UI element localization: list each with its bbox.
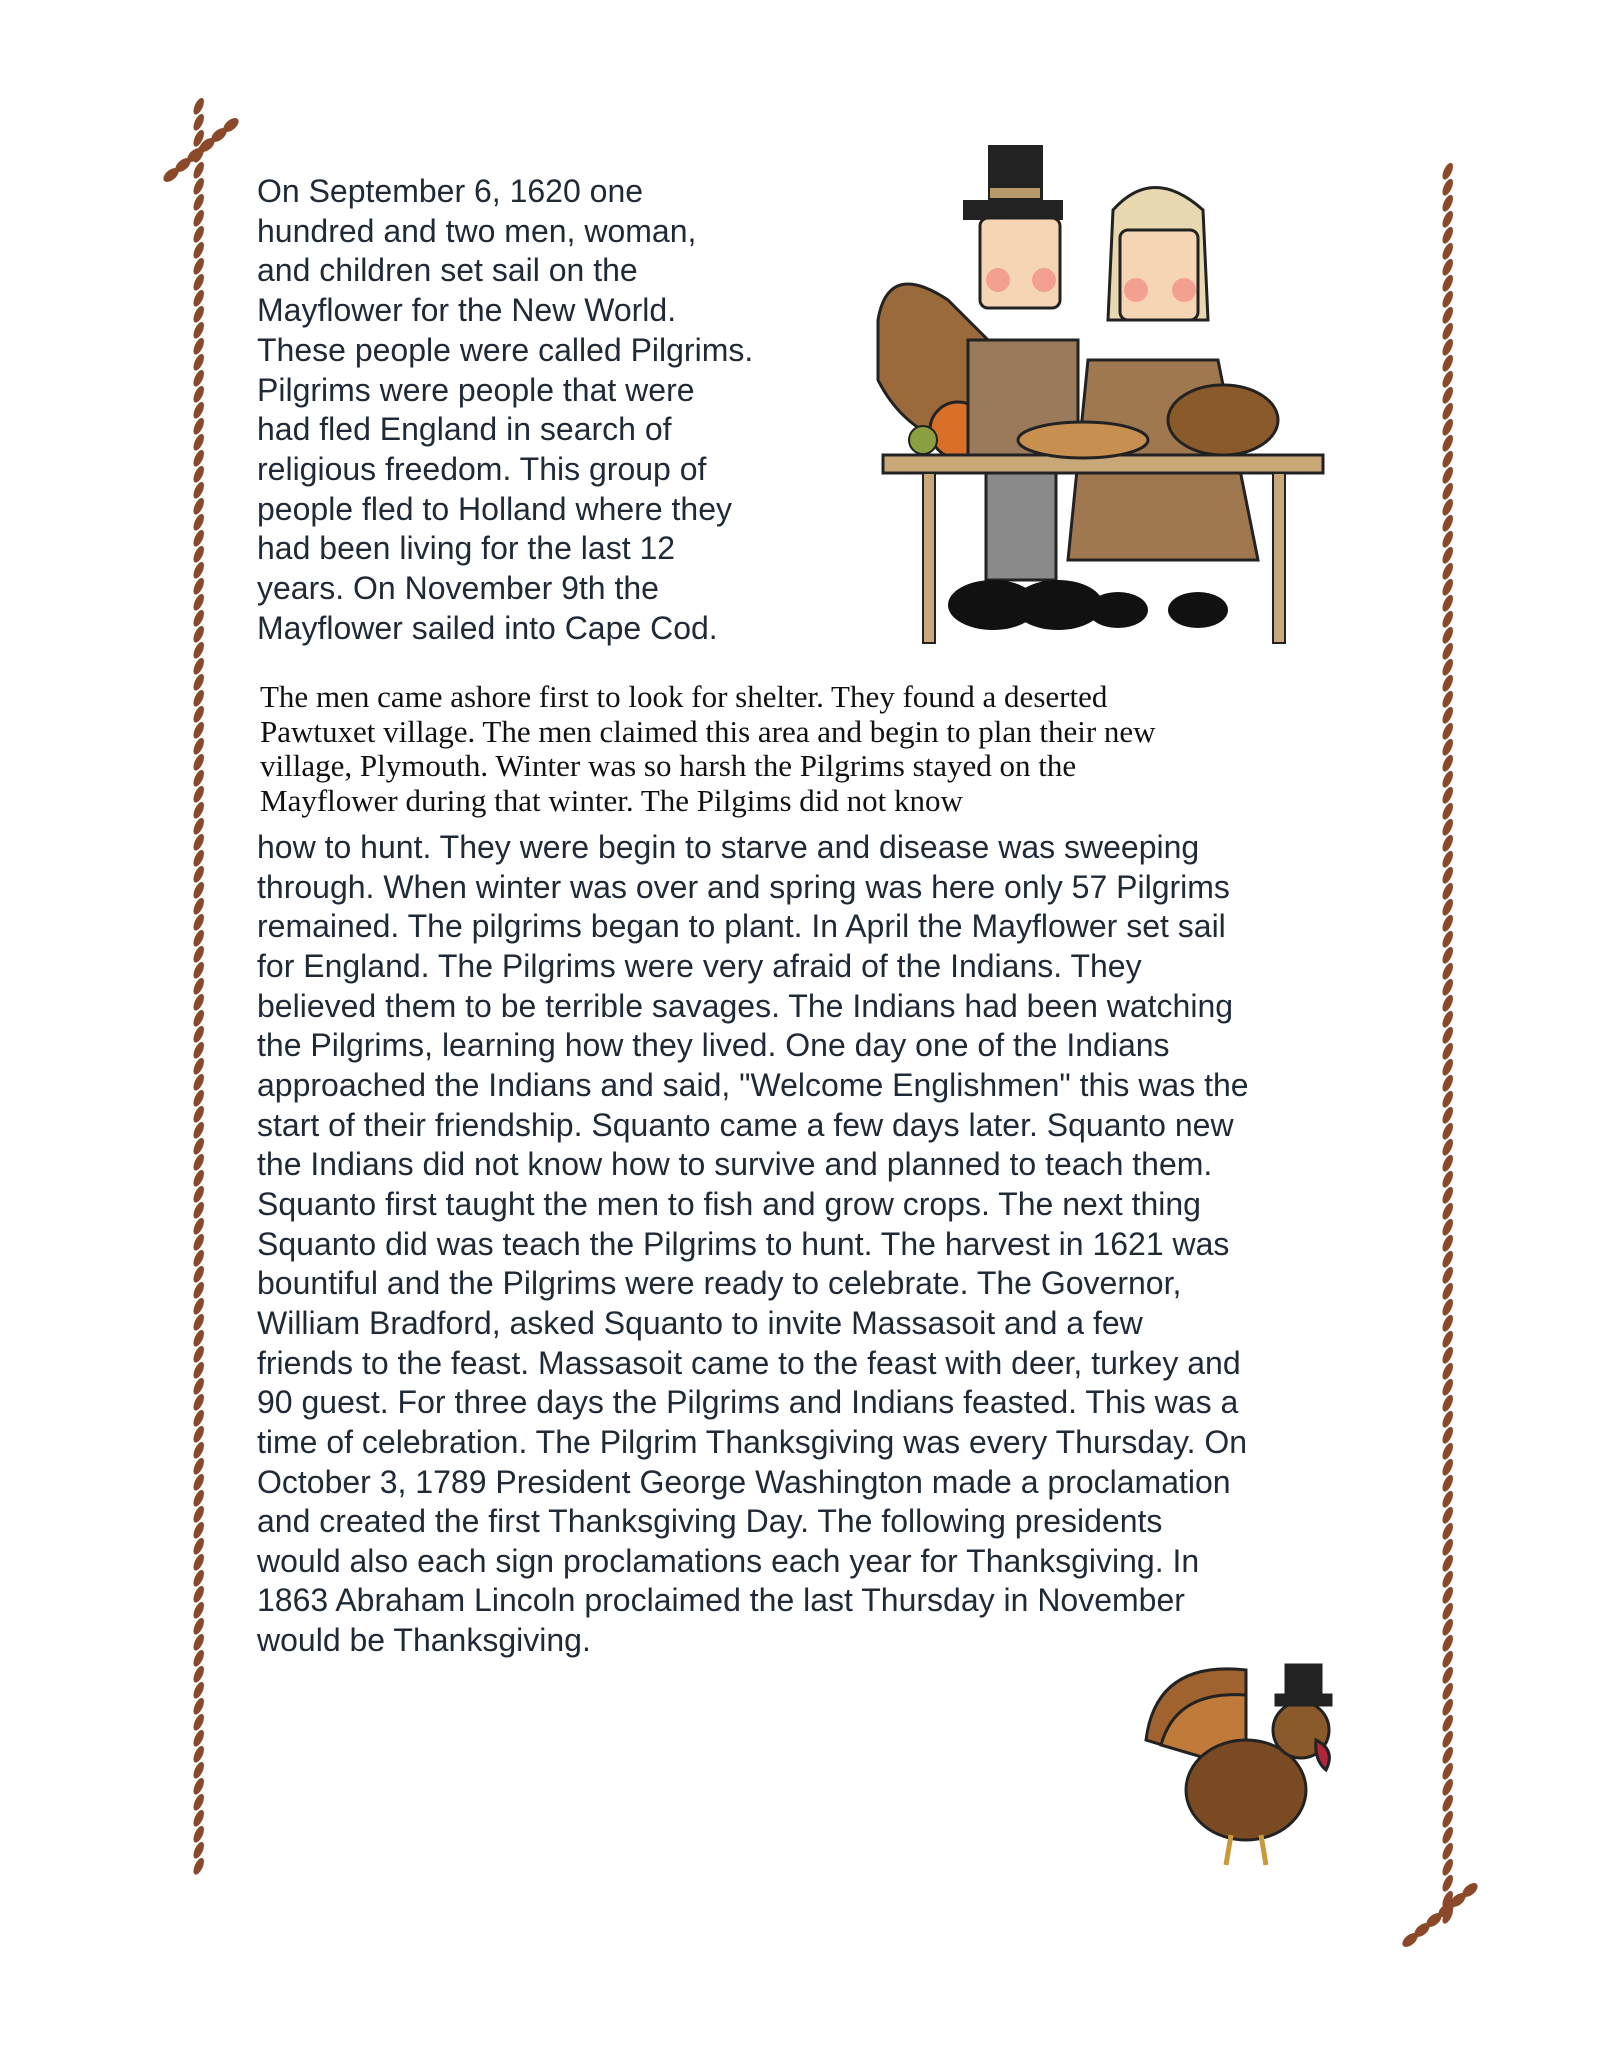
text-line: approached the Indians and said, "Welcome Englishmen" this was the	[257, 1066, 1249, 1103]
vine-segment	[191, 1680, 206, 1700]
vine-segment	[191, 1024, 206, 1044]
vine-segment	[1440, 801, 1455, 821]
vine-segment	[1440, 1489, 1455, 1509]
vine-segment	[191, 624, 206, 644]
vine-segment	[191, 832, 206, 852]
vine-segment	[191, 1008, 206, 1028]
text-line: Squanto did was teach the Pilgrims to hunt. The harvest in 1621 was	[257, 1225, 1230, 1262]
vine-segment	[191, 976, 206, 996]
vine-segment	[191, 1584, 206, 1604]
vine-segment	[191, 256, 206, 276]
vine-segment	[191, 400, 206, 420]
vine-segment	[1440, 1201, 1455, 1221]
vine-segment	[1440, 1297, 1455, 1317]
vine-segment	[191, 1472, 206, 1492]
vine-segment	[1440, 849, 1455, 869]
vine-segment	[1440, 1185, 1455, 1205]
vine-segment	[1440, 1553, 1455, 1573]
vine-segment	[1440, 1521, 1455, 1541]
vine-segment	[191, 96, 206, 116]
vine-segment	[1440, 657, 1455, 677]
vine-segment	[191, 608, 206, 628]
text-line: 90 guest. For three days the Pilgrims and Indians feasted. This was a	[257, 1384, 1239, 1421]
text-line: village, Plymouth. Winter was so harsh the Pilgrims stayed on the	[260, 748, 1077, 784]
vine-segment	[191, 960, 206, 980]
vine-segment	[1440, 1697, 1455, 1717]
vine-segment	[1440, 1857, 1455, 1877]
vine-segment	[1440, 289, 1455, 309]
vine-segment	[1440, 561, 1455, 581]
vine-segment	[191, 1488, 206, 1508]
text-line: Pawtuxet village. The men claimed this area and begin to plan their new	[260, 713, 1156, 749]
vine-segment	[191, 1184, 206, 1204]
vine-segment	[1440, 945, 1455, 965]
vine-segment	[191, 1056, 206, 1076]
text-line: would be Thanksgiving.	[257, 1622, 591, 1659]
vine-segment	[1440, 1345, 1455, 1365]
vine-segment	[1440, 257, 1455, 277]
vine-segment	[191, 352, 206, 372]
vine-segment	[1440, 1249, 1455, 1269]
vine-segment	[1440, 753, 1455, 773]
vine-segment	[191, 160, 206, 180]
vine-segment	[191, 1552, 206, 1572]
vine-segment	[191, 240, 206, 260]
vine-segment	[191, 752, 206, 772]
vine-segment	[191, 1440, 206, 1460]
vine-segment	[1440, 1217, 1455, 1237]
vine-segment	[191, 416, 206, 436]
vine-segment	[1440, 177, 1455, 197]
vine-segment	[191, 464, 206, 484]
vine-segment	[1440, 913, 1455, 933]
vine-segment	[191, 864, 206, 884]
vine-segment	[191, 1344, 206, 1364]
vine-segment	[191, 320, 206, 340]
vine-segment	[1440, 449, 1455, 469]
text-line: the Indians did not know how to survive and planned to teach them.	[257, 1146, 1213, 1183]
vine-segment	[191, 1536, 206, 1556]
text-line: years. On November 9th the	[257, 570, 659, 607]
vine-segment	[191, 1328, 206, 1348]
vine-segment	[191, 1088, 206, 1108]
vine-segment	[191, 192, 206, 212]
text-line: through. When winter was over and spring was here only 57 Pilgrims	[257, 868, 1230, 905]
vine-segment	[1440, 1681, 1455, 1701]
vine-segment	[1440, 1425, 1455, 1445]
vine-segment	[191, 1280, 206, 1300]
vine-segment	[1440, 881, 1455, 901]
vine-segment	[1440, 1585, 1455, 1605]
vine-segment	[191, 784, 206, 804]
vine-segment	[191, 1200, 206, 1220]
text-line: Squanto first taught the men to fish and grow crops. The next thing	[257, 1185, 1201, 1222]
vine-segment	[191, 560, 206, 580]
text-line: and children set sail on the	[257, 252, 638, 289]
vine-segment	[191, 1072, 206, 1092]
vine-segment	[1440, 785, 1455, 805]
vine-segment	[191, 1744, 206, 1764]
vine-segment	[191, 992, 206, 1012]
vine-segment	[1440, 1105, 1455, 1125]
vine-segment	[191, 1360, 206, 1380]
vine-segment	[191, 720, 206, 740]
vine-segment	[1440, 465, 1455, 485]
vine-segment	[1440, 481, 1455, 501]
vine-segment	[1440, 1169, 1455, 1189]
vine-segment	[191, 272, 206, 292]
text-line: Mayflower during that winter. The Pilgims did not know	[260, 782, 963, 818]
vine-segment	[191, 768, 206, 788]
vine-segment	[191, 1376, 206, 1396]
vine-segment	[191, 800, 206, 820]
vine-segment	[191, 112, 206, 132]
text-line: people fled to Holland where they	[257, 490, 732, 527]
text-line: Pilgrims were people that were	[257, 371, 695, 408]
vine-segment	[191, 592, 206, 612]
vine-segment	[1440, 1601, 1455, 1621]
vine-segment	[191, 672, 206, 692]
vine-segment	[1440, 1761, 1455, 1781]
vine-segment	[1440, 241, 1455, 261]
vine-segment	[191, 1216, 206, 1236]
vine-segment	[1440, 433, 1455, 453]
text-line: 1863 Abraham Lincoln proclaimed the last Thursday in November	[257, 1582, 1185, 1619]
vine-segment	[191, 496, 206, 516]
vine-segment	[1440, 321, 1455, 341]
vine-segment	[191, 544, 206, 564]
vine-segment	[1440, 769, 1455, 789]
vine-segment	[1440, 1793, 1455, 1813]
vine-segment	[1440, 417, 1455, 437]
vine-segment	[191, 1248, 206, 1268]
vine-segment	[191, 1808, 206, 1828]
text-line: believed them to be terrible savages. The Indians had been watching	[257, 987, 1234, 1024]
vine-segment	[191, 688, 206, 708]
vine-segment	[191, 1264, 206, 1284]
vine-segment	[1440, 1089, 1455, 1109]
vine-segment	[1440, 1665, 1455, 1685]
text-line: start of their friendship. Squanto came a few days later. Squanto new	[257, 1106, 1234, 1143]
vine-segment	[191, 528, 206, 548]
text-line: religious freedom. This group of	[257, 450, 707, 487]
text-line: The men came ashore first to look for shelter. They found a deserted	[260, 679, 1108, 714]
vine-segment	[191, 1456, 206, 1476]
vine-segment	[1440, 1745, 1455, 1765]
vine-segment	[191, 288, 206, 308]
pilgrims-feast-illustration	[868, 140, 1328, 655]
vine-segment	[1440, 1729, 1455, 1749]
vine-segment	[191, 1600, 206, 1620]
vine-segment	[1440, 1777, 1455, 1797]
vine-segment	[1440, 1153, 1455, 1173]
vine-segment	[1440, 1409, 1455, 1429]
vine-segment	[1440, 977, 1455, 997]
vine-segment	[1440, 577, 1455, 597]
vine-segment	[191, 1792, 206, 1812]
vine-segment	[1440, 1569, 1455, 1589]
vine-segment	[1440, 961, 1455, 981]
vine-segment	[191, 1392, 206, 1412]
vine-segment	[1440, 193, 1455, 213]
settlement-paragraph	[260, 680, 1156, 818]
vine-segment	[191, 928, 206, 948]
vine-segment	[1440, 625, 1455, 645]
vine-segment	[191, 880, 206, 900]
vine-segment	[1440, 1841, 1455, 1861]
text-line: friends to the feast. Massasoit came to the feast with deer, turkey and	[257, 1344, 1241, 1381]
vine-segment	[1440, 1009, 1455, 1029]
vine-segment	[191, 1664, 206, 1684]
vine-segment	[1440, 1809, 1455, 1829]
vine-segment	[1440, 1473, 1455, 1493]
vine-segment	[1440, 385, 1455, 405]
vine-segment	[191, 1648, 206, 1668]
vine-segment	[191, 384, 206, 404]
vine-segment	[1440, 369, 1455, 389]
text-line: Mayflower for the New World.	[257, 292, 677, 329]
vine-segment	[1440, 1361, 1455, 1381]
vine-segment	[191, 1408, 206, 1428]
text-line: These people were called Pilgrims.	[257, 331, 754, 368]
text-line: remained. The pilgrims began to plant. In April the Mayflower set sail	[257, 908, 1226, 945]
vine-segment	[1440, 1377, 1455, 1397]
vine-segment	[1440, 1633, 1455, 1653]
vine-segment	[191, 304, 206, 324]
vine-segment	[1440, 673, 1455, 693]
vine-segment	[191, 1856, 206, 1876]
vine-segment	[1440, 1713, 1455, 1733]
vine-segment	[1440, 545, 1455, 565]
vine-segment	[191, 1824, 206, 1844]
vine-segment	[191, 704, 206, 724]
vine-segment	[191, 1296, 206, 1316]
text-line: Mayflower sailed into Cape Cod.	[257, 609, 718, 646]
vine-segment	[191, 1040, 206, 1060]
vine-segment	[191, 480, 206, 500]
vine-segment	[1440, 1041, 1455, 1061]
vine-segment	[191, 848, 206, 868]
vine-segment	[1440, 1265, 1455, 1285]
vine-segment	[191, 1168, 206, 1188]
vine-segment	[191, 1568, 206, 1588]
vine-segment	[191, 1504, 206, 1524]
vine-segment	[1440, 337, 1455, 357]
vine-segment	[191, 1120, 206, 1140]
vine-segment	[1440, 993, 1455, 1013]
vine-segment	[191, 896, 206, 916]
vine-segment	[1440, 161, 1455, 181]
text-line: would also each sign proclamations each year for Thanksgiving. In	[257, 1542, 1200, 1579]
vine-segment	[1440, 929, 1455, 949]
vine-segment	[191, 432, 206, 452]
vine-border-left	[140, 85, 260, 1890]
vine-segment	[1440, 401, 1455, 421]
vine-segment	[191, 1232, 206, 1252]
vine-segment	[191, 1712, 206, 1732]
vine-segment	[1440, 1121, 1455, 1141]
vine-segment	[191, 912, 206, 932]
text-line: hundred and two men, woman,	[257, 212, 697, 249]
vine-segment	[1440, 273, 1455, 293]
vine-segment	[191, 208, 206, 228]
vine-segment	[1440, 817, 1455, 837]
vine-segment	[1440, 353, 1455, 373]
vine-segment	[1440, 865, 1455, 885]
vine-segment	[191, 736, 206, 756]
text-line: for England. The Pilgrims were very afraid of the Indians. They	[257, 947, 1142, 984]
vine-segment	[1440, 593, 1455, 613]
vine-segment	[1440, 209, 1455, 229]
vine-segment	[1440, 225, 1455, 245]
vine-segment	[191, 512, 206, 532]
vine-segment	[1440, 609, 1455, 629]
vine-segment	[1440, 529, 1455, 549]
vine-segment	[1440, 1025, 1455, 1045]
vine-segment	[1440, 1617, 1455, 1637]
vine-segment	[191, 1424, 206, 1444]
vine-segment	[191, 1104, 206, 1124]
vine-segment	[1440, 897, 1455, 917]
text-line: the Pilgrims, learning how they lived. One day one of the Indians	[257, 1027, 1170, 1064]
vine-segment	[1440, 1281, 1455, 1301]
text-line: On September 6, 1620 one	[257, 173, 644, 209]
vine-segment	[191, 944, 206, 964]
vine-segment	[1440, 1329, 1455, 1349]
vine-segment	[1440, 1137, 1455, 1157]
vine-segment	[1440, 833, 1455, 853]
vine-segment	[191, 1728, 206, 1748]
vine-segment	[1440, 705, 1455, 725]
vine-segment	[191, 1152, 206, 1172]
vine-segment	[191, 576, 206, 596]
vine-segment	[191, 656, 206, 676]
text-line: William Bradford, asked Squanto to invite Massasoit and a few	[257, 1304, 1143, 1341]
vine-segment	[1440, 1233, 1455, 1253]
vine-segment	[1440, 1873, 1455, 1893]
text-line: had fled England in search of	[257, 411, 672, 448]
text-line: and created the first Thanksgiving Day. The following presidents	[257, 1503, 1163, 1540]
turkey-pilgrim-hat-illustration	[1136, 1650, 1361, 1885]
text-line: had been living for the last 12	[257, 530, 676, 567]
text-line: bountiful and the Pilgrims were ready to celebrate. The Governor,	[257, 1265, 1182, 1302]
vine-segment	[1440, 1073, 1455, 1093]
text-line: time of celebration. The Pilgrim Thanksgiving was every Thursday. On	[257, 1423, 1248, 1460]
vine-segment	[191, 1632, 206, 1652]
text-line: how to hunt. They were begin to starve and disease was sweeping	[257, 829, 1200, 865]
vine-segment	[1440, 1057, 1455, 1077]
vine-segment	[191, 640, 206, 660]
vine-segment	[1440, 1505, 1455, 1525]
vine-segment	[191, 336, 206, 356]
text-line: October 3, 1789 President George Washington made a proclamation	[257, 1463, 1231, 1500]
vine-segment	[191, 368, 206, 388]
vine-segment	[1440, 737, 1455, 757]
vine-segment	[1440, 1825, 1455, 1845]
vine-segment	[191, 1776, 206, 1796]
vine-segment	[191, 1696, 206, 1716]
vine-segment	[1440, 1441, 1455, 1461]
vine-segment	[191, 448, 206, 468]
vine-segment	[191, 1312, 206, 1332]
vine-segment	[1440, 721, 1455, 741]
vine-border-right	[1385, 150, 1505, 1960]
vine-segment	[1440, 1393, 1455, 1413]
vine-segment	[1440, 689, 1455, 709]
vine-segment	[191, 816, 206, 836]
vine-segment	[1440, 1457, 1455, 1477]
vine-segment	[1440, 513, 1455, 533]
thanksgiving-history-paragraph	[257, 828, 1249, 1661]
vine-segment	[191, 1520, 206, 1540]
vine-segment	[191, 1136, 206, 1156]
vine-segment	[1440, 1313, 1455, 1333]
vine-segment	[191, 176, 206, 196]
vine-segment	[1440, 1537, 1455, 1557]
vine-segment	[1440, 641, 1455, 661]
vine-segment	[1440, 305, 1455, 325]
vine-segment	[191, 1616, 206, 1636]
vine-segment	[191, 224, 206, 244]
vine-segment	[191, 1840, 206, 1860]
vine-segment	[1440, 497, 1455, 517]
vine-segment	[191, 1760, 206, 1780]
intro-paragraph	[257, 172, 753, 648]
vine-segment	[1440, 1649, 1455, 1669]
